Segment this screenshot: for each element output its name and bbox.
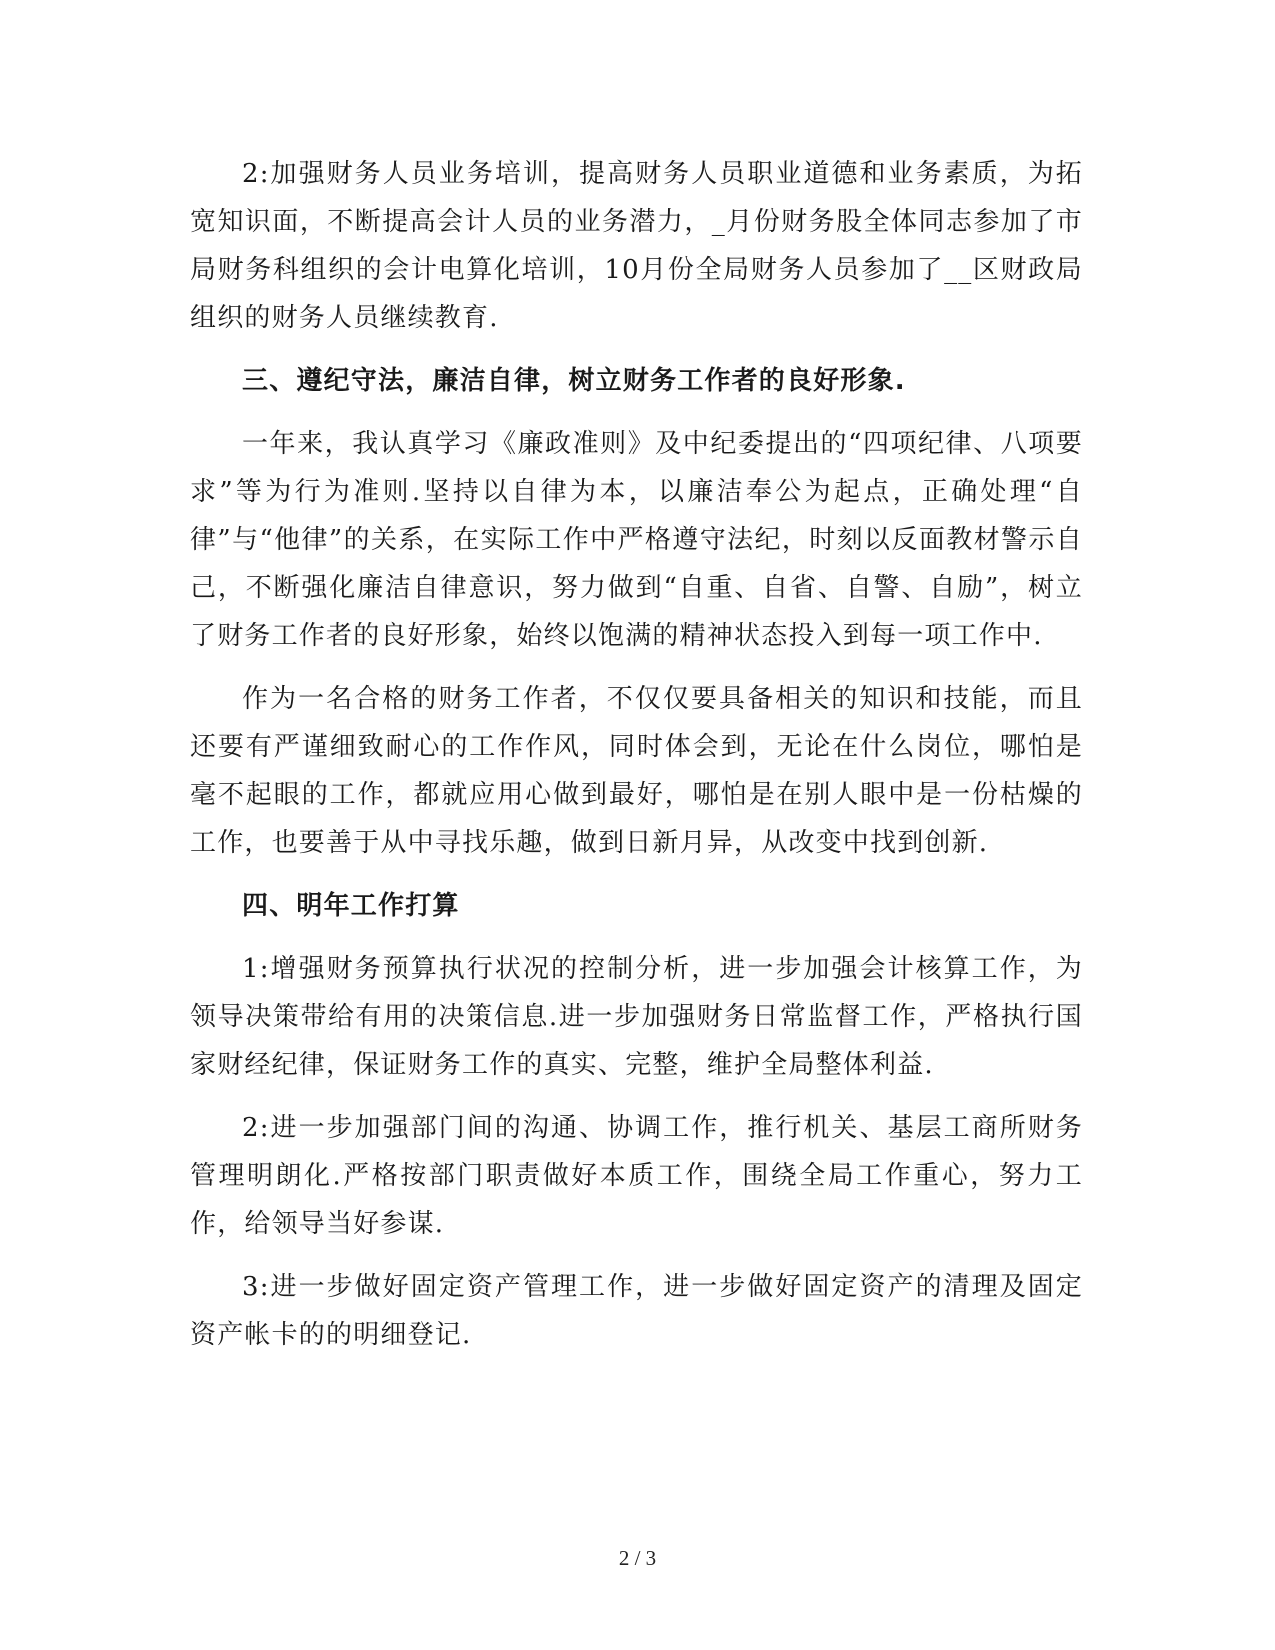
paragraph-training: 2:加强财务人员业务培训，提高财务人员职业道德和业务素质，为拓宽知识面，不断提高会计人员的业务潜力，_月份财务股全体同志参加了市局财务科组织的会计电算化培训，10月份全局财务人员参加了__区财政局组织的财务人员继续教育. <box>190 159 1083 333</box>
paragraph-work-attitude: 作为一名合格的财务工作者，不仅仅要具备相关的知识和技能，而且还要有严谨细致耐心的工作作风，同时体会到，无论在什么岗位，哪怕是毫不起眼的工作，都就应用心做到最好，哪怕是在别人眼中是一份枯燥的工作，也要善于从中寻找乐趣，做到日新月异，从改变中找到创新. <box>190 684 1083 858</box>
paragraph-plan-fixed-assets: 3:进一步做好固定资产管理工作，进一步做好固定资产的清理及固定资产帐卡的的明细登记. <box>190 1272 1083 1350</box>
paragraph-plan-coordination: 2:进一步加强部门间的沟通、协调工作，推行机关、基层工商所财务管理明朗化.严格按部门职责做好本质工作，围绕全局工作重心，努力工作，给领导当好参谋. <box>190 1113 1083 1239</box>
section-heading-next-year-plan: 四、明年工作打算 <box>242 891 460 921</box>
paragraph-integrity: 一年来，我认真学习《廉政准则》及中纪委提出的“四项纪律、八项要求”等为行为准则.坚持以自律为本，以廉洁奉公为起点，正确处理“自律”与“他律”的关系，在实际工作中严格遵守法纪，时刻以反面教材警示自己，不断强化廉洁自律意识，努力做到“自重、自省、自警、自励”，树立了财务工作者的良好形象，始终以饱满的精神状态投入到每一项工作中. <box>190 429 1083 651</box>
document-body <box>190 150 1083 1374</box>
page-number: 2 / 3 <box>618 1546 657 1570</box>
paragraph-plan-budget: 1:增强财务预算执行状况的控制分析，进一步加强会计核算工作，为领导决策带给有用的决策信息.进一步加强财务日常监督工作，严格执行国家财经纪律，保证财务工作的真实、完整，维护全局整体利益. <box>190 954 1083 1080</box>
section-heading-discipline: 三、遵纪守法，廉洁自律，树立财务工作者的良好形象. <box>242 366 906 396</box>
